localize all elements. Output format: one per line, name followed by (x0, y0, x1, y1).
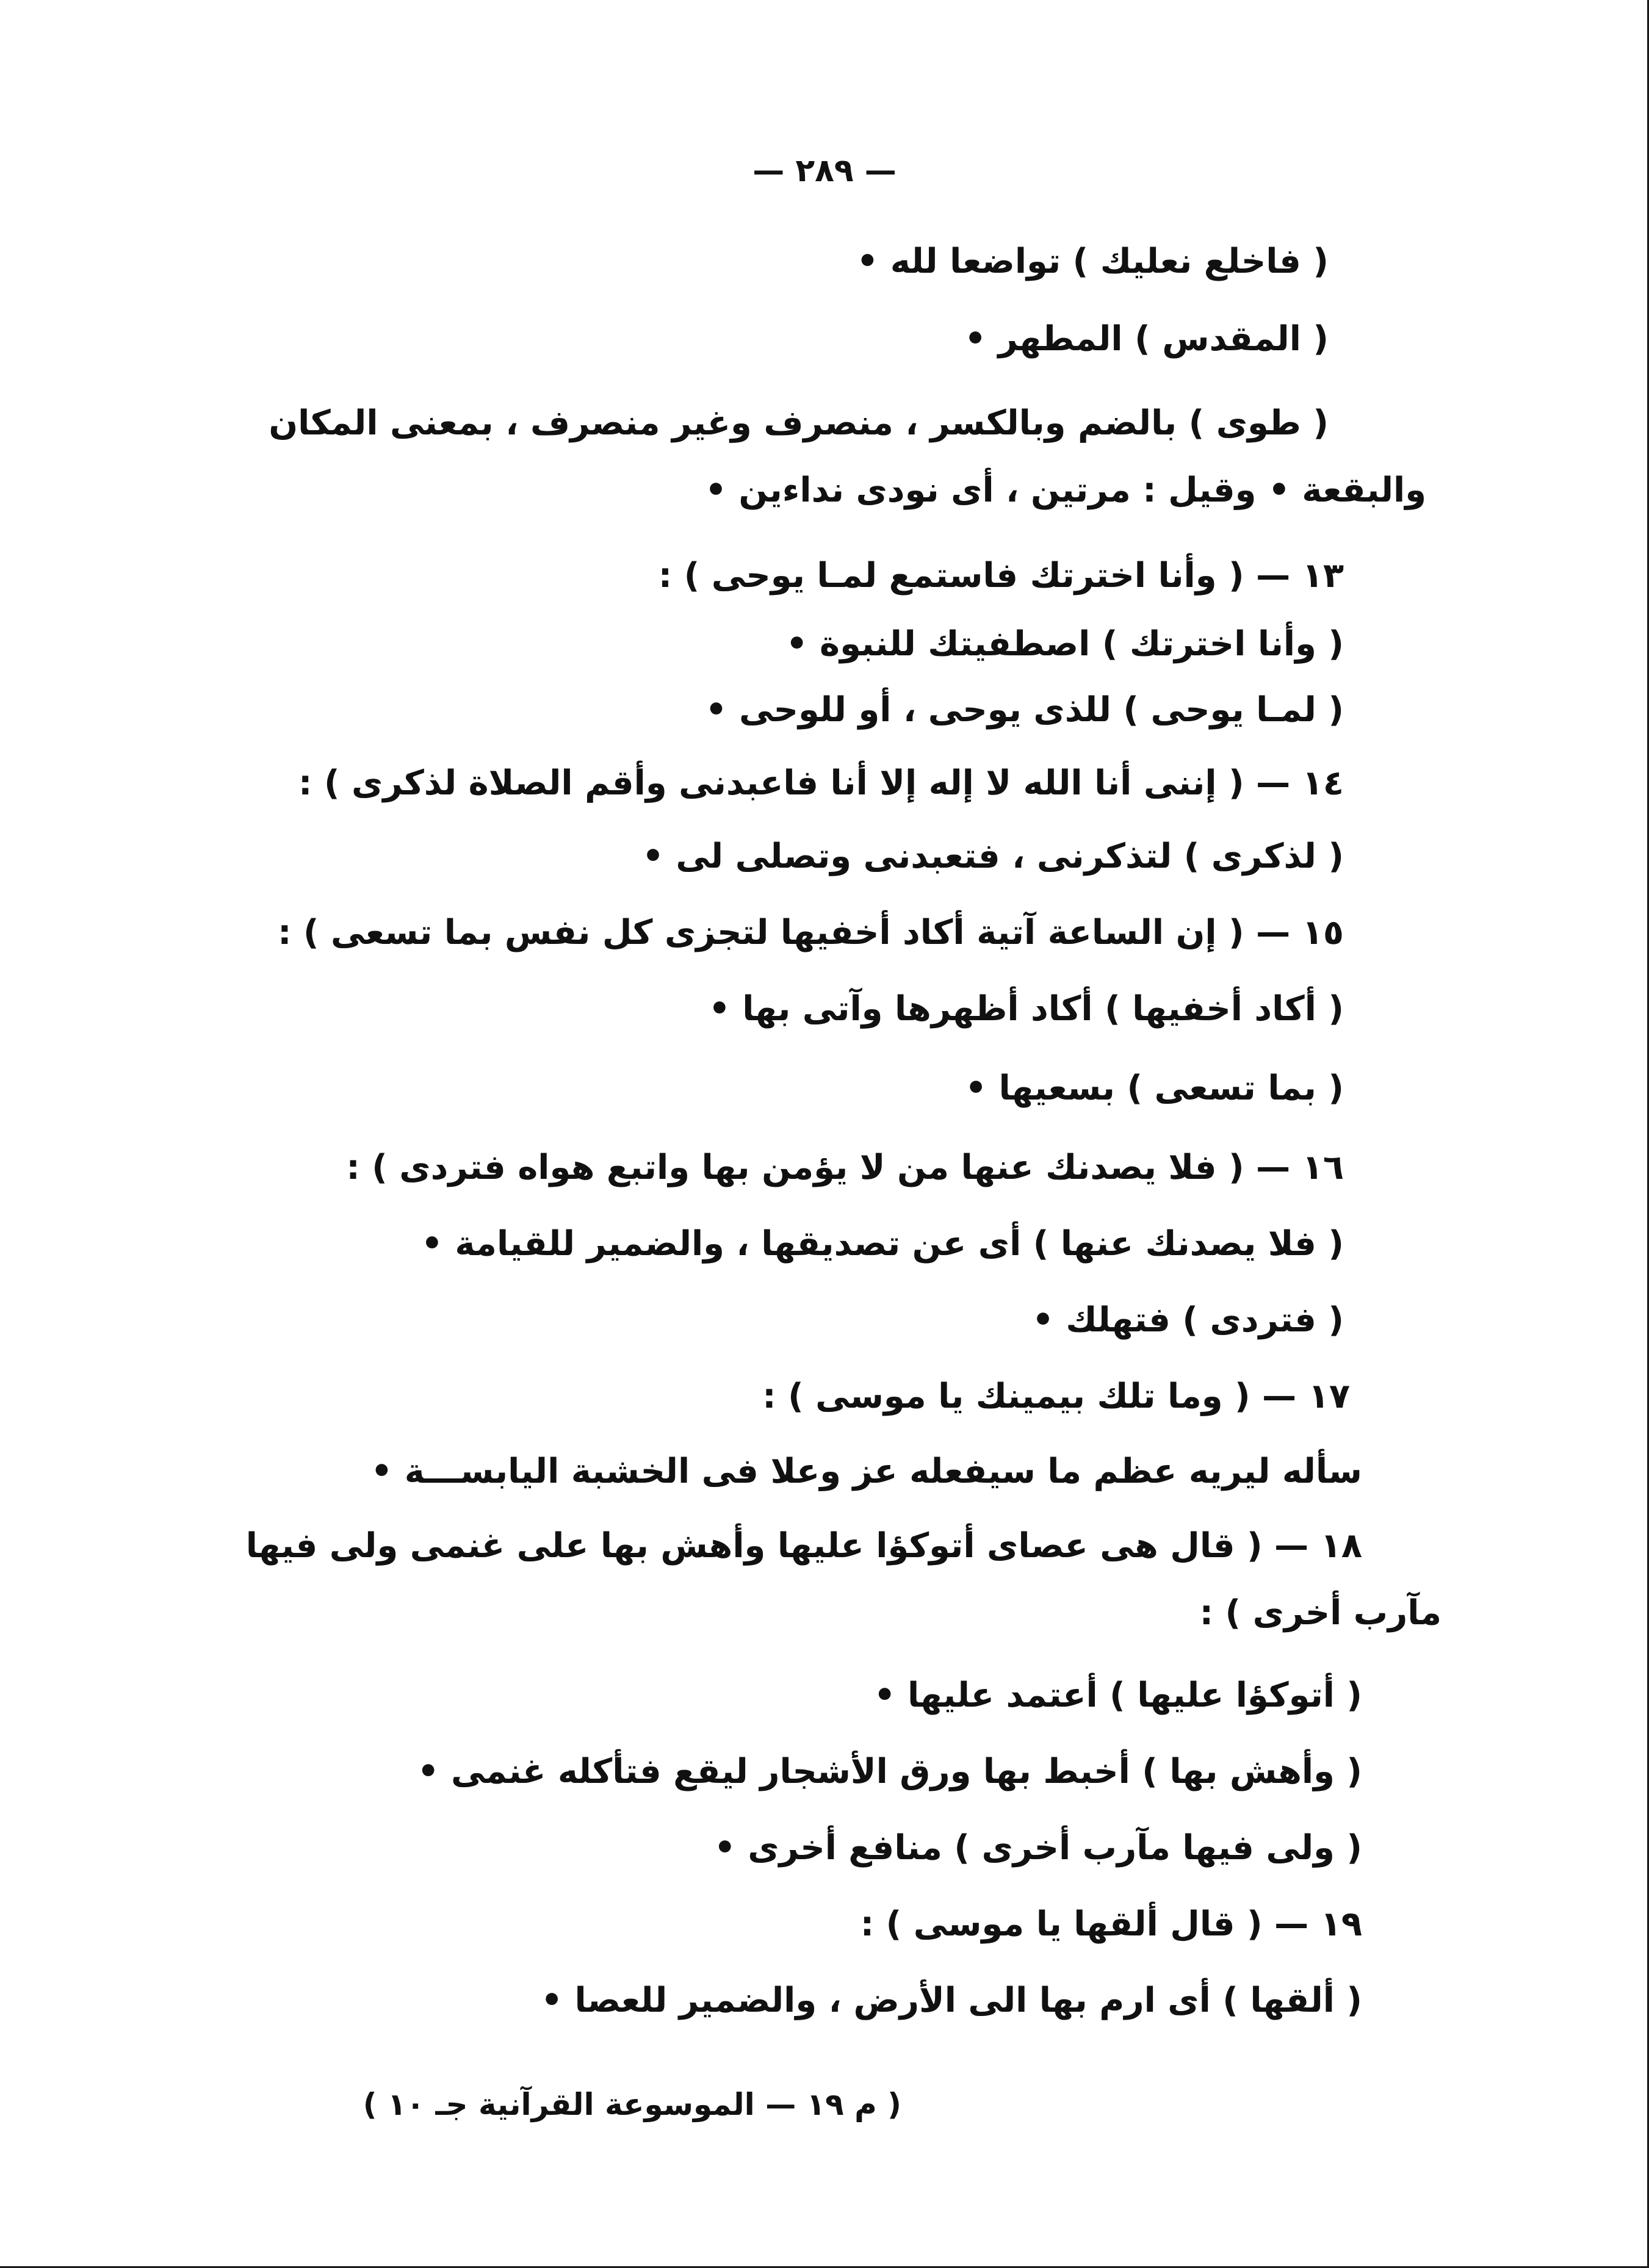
text-line: ١٧ — ( وما تلك بيمينك يا موسى ) : (762, 1377, 1350, 1416)
text-line: ١٩ — ( قال ألقها يا موسى ) : (860, 1904, 1362, 1944)
text-line: ١٨ — ( قال هى عصاى أتوكؤا عليها وأهش بها على غنمى ولى فيها (245, 1526, 1362, 1566)
text-line: ( المقدس ) المطهر • (964, 319, 1329, 359)
text-line: سأله ليريه عظم ما سيفعله عز وعلا فى الخشبة اليابســـة • (370, 1452, 1362, 1491)
text-line: ( فتردى ) فتهلك • (1032, 1300, 1344, 1340)
text-line: ( بما تسعى ) بسعيها • (965, 1068, 1344, 1108)
text-line: ١٦ — ( فلا يصدنك عنها من لا يؤمن بها واتبع هواه فتردى ) : (346, 1148, 1344, 1187)
text-line: ( ألقها ) أى ارم بها الى الأرض ، والضمير للعصا • (541, 1981, 1362, 2020)
text-line: ( وأهش بها ) أخبط بها ورق الأشجار ليقع فتأكله غنمى • (417, 1752, 1362, 1791)
text-line: ( طوى ) بالضم وبالكسر ، منصرف وغير منصرف ، بمعنى المكان (269, 403, 1329, 443)
text-line: ( ولى فيها مآرب أخرى ) منافع أخرى • (713, 1828, 1362, 1868)
text-line: ( لذكرى ) لتذكرنى ، فتعبدنى وتصلى لى • (642, 837, 1344, 876)
text-line: ١٤ — ( إننى أنا الله لا إله إلا أنا فاعبدنى وأقم الصلاة لذكرى ) : (298, 763, 1344, 803)
page-number: — ٢٨٩ — (752, 153, 897, 189)
text-line: ( أتوكؤا عليها ) أعتمد عليها • (873, 1676, 1362, 1715)
text-line: ( فاخلع نعليك ) تواضعا لله • (856, 242, 1329, 281)
text-line: ١٥ — ( إن الساعة آتية أكاد أخفيها لتجزى كل نفس بما تسعى ) : (278, 913, 1344, 952)
text-line: ( فلا يصدنك عنها ) أى عن تصديقها ، والضمير للقيامة • (421, 1224, 1344, 1264)
text-line: مآرب أخرى ) : (1199, 1593, 1442, 1633)
text-line: ( لمـا يوحى ) للذى يوحى ، أو للوحى • (705, 690, 1344, 730)
text-line: ( وأنا اخترتك ) اصطفيتك للنبوة • (785, 624, 1344, 664)
footer-reference: ( م ١٩ — الموسوعة القرآنية جـ ١٠ ) (363, 2087, 901, 2122)
text-line: ١٣ — ( وأنا اخترتك فاستمع لمـا يوحى ) : (658, 556, 1344, 596)
text-line: والبقعة • وقيل : مرتين ، أى نودى نداءين • (705, 470, 1426, 510)
text-line: ( أكاد أخفيها ) أكاد أظهرها وآتى بها • (708, 989, 1344, 1029)
